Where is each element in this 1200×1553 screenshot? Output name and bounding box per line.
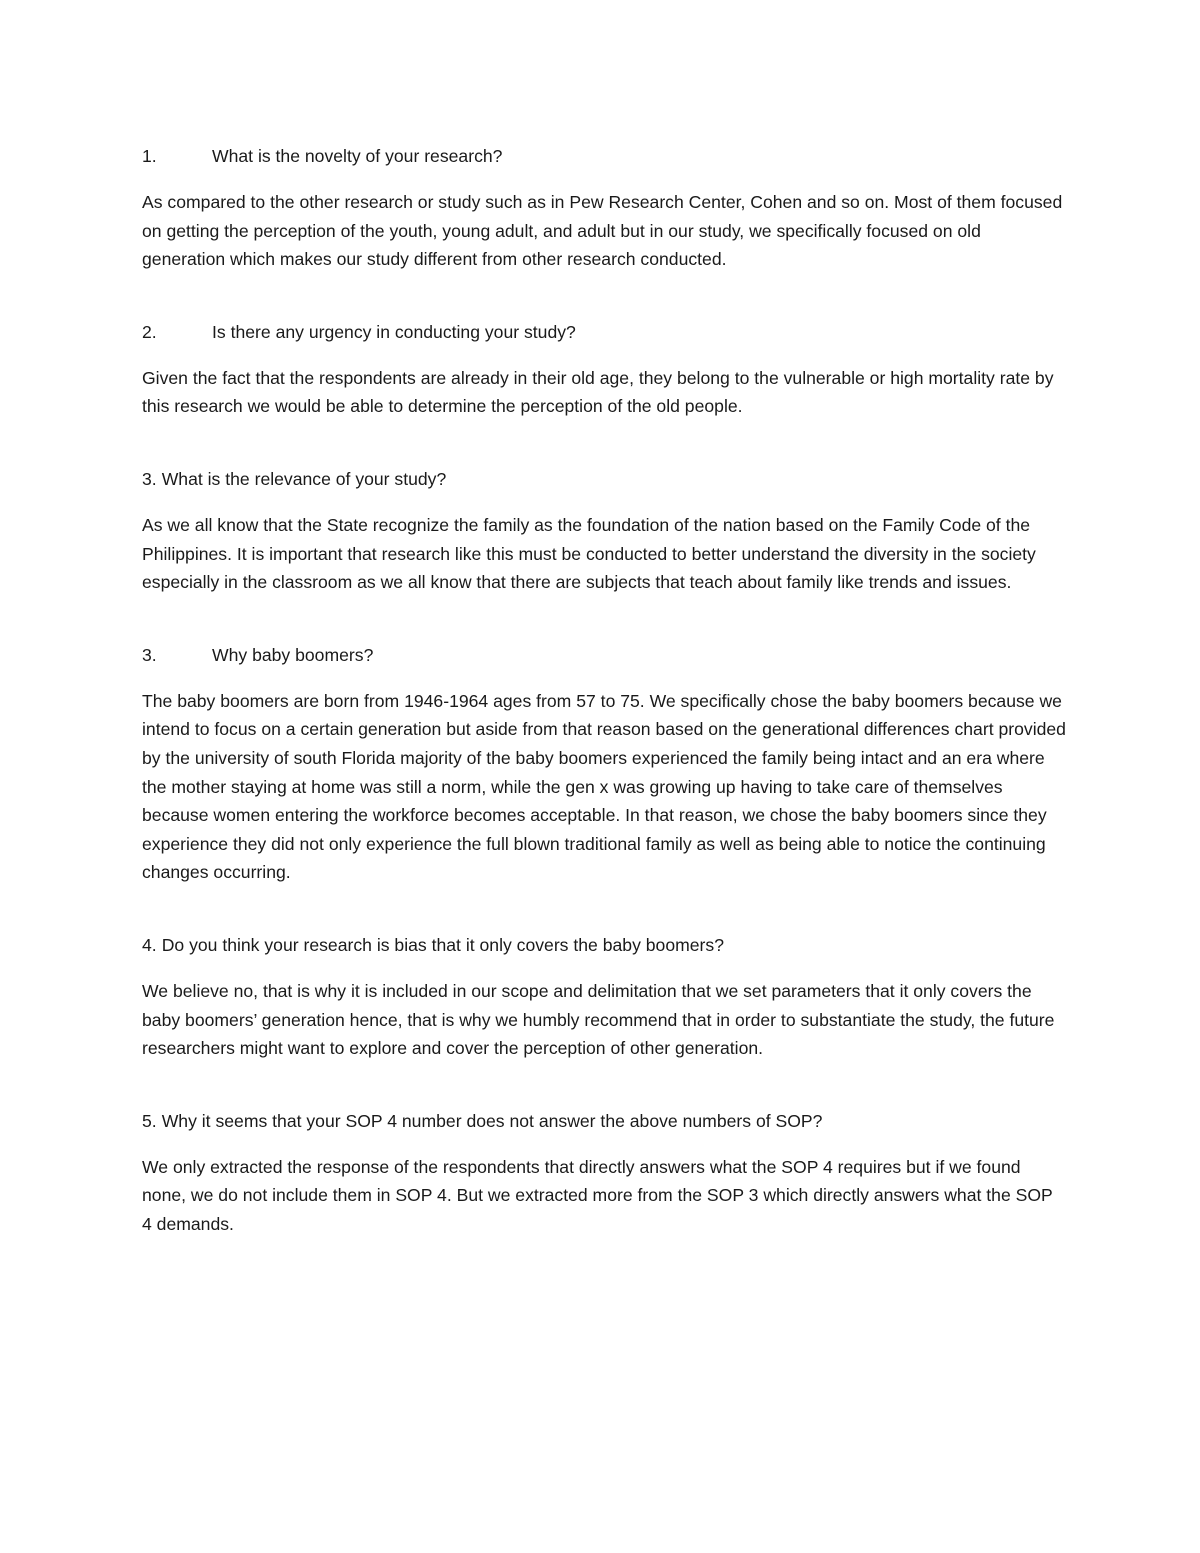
question-text: What is the novelty of your research? <box>212 146 503 166</box>
answer-paragraph: Given the fact that the respondents are already in their old age, they belong to the vulnerable or high mortality rate by this research we would be able to determine the perception of the old people. <box>142 367 1054 417</box>
question-heading <box>142 1107 1067 1135</box>
question-heading <box>142 641 1067 669</box>
question-text: Do you think your research is bias that it only covers the baby boomers? <box>161 934 724 955</box>
answer-paragraph: We believe no, that is why it is included in our scope and delimitation that we set parameters that it only covers the baby boomers’ generation hence, that is why we humbly recommend that in order to substantiate the study, the future researchers might want to explore and cover the perception of other generation. <box>142 980 1055 1059</box>
question-number: 3. <box>142 468 157 489</box>
question-text: Why baby boomers? <box>212 644 374 665</box>
question-text: Why it seems that your SOP 4 number does not answer the above numbers of SOP? <box>161 1110 823 1131</box>
question-heading <box>142 318 1067 346</box>
qa-section-2 <box>142 318 1067 421</box>
answer-paragraph: The baby boomers are born from 1946-1964 ages from 57 to 75. We specifically chose the baby boomers because we intend to focus on a certain generation but aside from that reason based on the generational differences chart provided by the university of south Florida majority of the baby boomers experienced the family being intact and an era where the mother staying at home was still a norm, while the gen x was growing up having to take care of themselves because women entering the workforce becomes acceptable. In that reason, we chose the baby boomers since they experience they did not only experience the full blown traditional family as well as being able to notice the continuing changes occurring. <box>142 690 1066 883</box>
qa-section-4 <box>142 641 1067 887</box>
question-heading <box>142 465 1067 493</box>
question-heading <box>142 142 1067 170</box>
question-heading <box>142 931 1067 959</box>
question-number: 1. <box>142 146 157 166</box>
qa-section-6 <box>142 1107 1067 1239</box>
question-number: 2. <box>142 321 157 342</box>
answer-paragraph: As compared to the other research or study such as in Pew Research Center, Cohen and so on. Most of them focused on getting the perception of the youth, young adult, and adult but in our study, we specifically focused on old generation which makes our study different from other research conducted. <box>142 192 1063 270</box>
qa-section-1 <box>142 142 1067 274</box>
document-page <box>142 142 1067 1282</box>
question-number: 4. <box>142 934 157 955</box>
question-number: 5. <box>142 1110 157 1131</box>
qa-section-5 <box>142 931 1067 1063</box>
answer-paragraph: We only extracted the response of the respondents that directly answers what the SOP 4 requires but if we found none, we do not include them in SOP 4. But we extracted more from the SOP 3 which directly answers what the SOP 4 demands. <box>142 1156 1053 1234</box>
answer-paragraph: As we all know that the State recognize the family as the foundation of the nation based on the Family Code of the Philippines. It is important that research like this must be conducted to better understand the diversity in the society especially in the classroom as we all know that there are subjects that teach about family like trends and issues. <box>142 514 1036 593</box>
question-text: What is the relevance of your study? <box>161 468 447 489</box>
qa-section-3 <box>142 465 1067 597</box>
question-number: 3. <box>142 644 157 665</box>
question-text: Is there any urgency in conducting your study? <box>212 321 576 342</box>
